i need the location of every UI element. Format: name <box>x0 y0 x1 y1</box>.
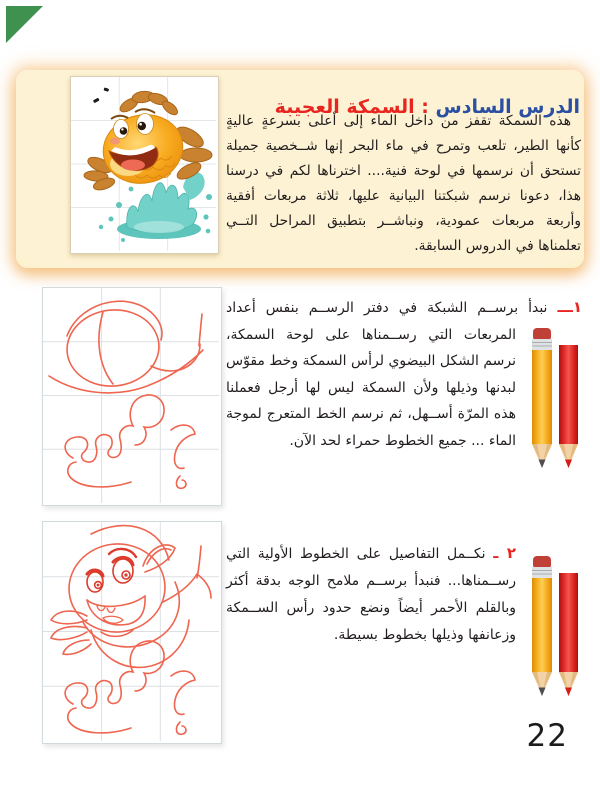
page-number: 22 <box>526 718 568 754</box>
fish-illustration <box>71 77 216 251</box>
pencil-red-icon <box>559 573 578 696</box>
step1-sketch <box>43 288 219 503</box>
step1-paragraph <box>226 294 582 468</box>
step1-number: ١ـــ <box>557 298 582 316</box>
lesson-separator: : <box>414 95 436 118</box>
pencils-illustration <box>522 294 582 466</box>
step2-number: ٢ ـ <box>493 544 517 562</box>
step2-paragraph <box>226 540 582 702</box>
corner-triangle-decoration <box>6 6 43 43</box>
intro-paragraph: هذه السمكة تقفز من داخل الماء إلى أعلى بسرعةٍ عاليةٍ كأنها الطير، تلعب وتمرح في ماء البحر إنها شــخصية جميلة تستحق أن نرسمها في لوحة فنية.... اخترناها لكم في درسنا هذا، دعونا نرسم شبكتنا البيانية عليها، ثلاثة مربعات أفقية وأربعة مربعات عمودية، ونباشــر بتطبيق المراحل التــي تعلمناها في الدروس السابقة. <box>226 113 581 254</box>
step1-grid-card <box>42 287 222 506</box>
lesson-name: السمكة العجيبة <box>274 95 415 118</box>
motion-marks <box>93 87 109 103</box>
pencils-icon <box>526 326 582 478</box>
pencil-yellow-icon <box>532 328 552 468</box>
lesson-label: الدرس السادس <box>435 95 580 118</box>
step2-grid-card <box>42 521 222 744</box>
step1-text: نبدأ برســم الشبكة في دفتر الرســم بنفس أعداد المربعات التي رســمناها على لوحة السمكة، نرسم الشكل البيضوي لرأس السمكة وخط مقوّس لبدنها وذيلها ولأن السمكة ليس لها أرجل فعملنا هذه المرّة أســهل، ثم نرسم الخط المتعرج لموجة الماء ... جميع الخطوط حمراء لحد الآن. <box>226 300 548 449</box>
pencil-yellow-icon <box>532 556 552 696</box>
fish-reference-card <box>70 76 219 254</box>
step2-sketch <box>43 522 219 741</box>
pencil-red-icon <box>559 345 578 468</box>
step2-text: نكــمل التفاصيل على الخطوط الأولية التي رســمناها... فنبدأ برســم ملامح الوجه بدقة أكثر وبالقلم الأحمر أيضاً ونضع حدود رأس الســمكة وزعانفها وذيلها بخطوط بسيطة. <box>226 546 516 643</box>
pencils-icon <box>526 554 582 706</box>
pencils-illustration <box>522 540 582 700</box>
